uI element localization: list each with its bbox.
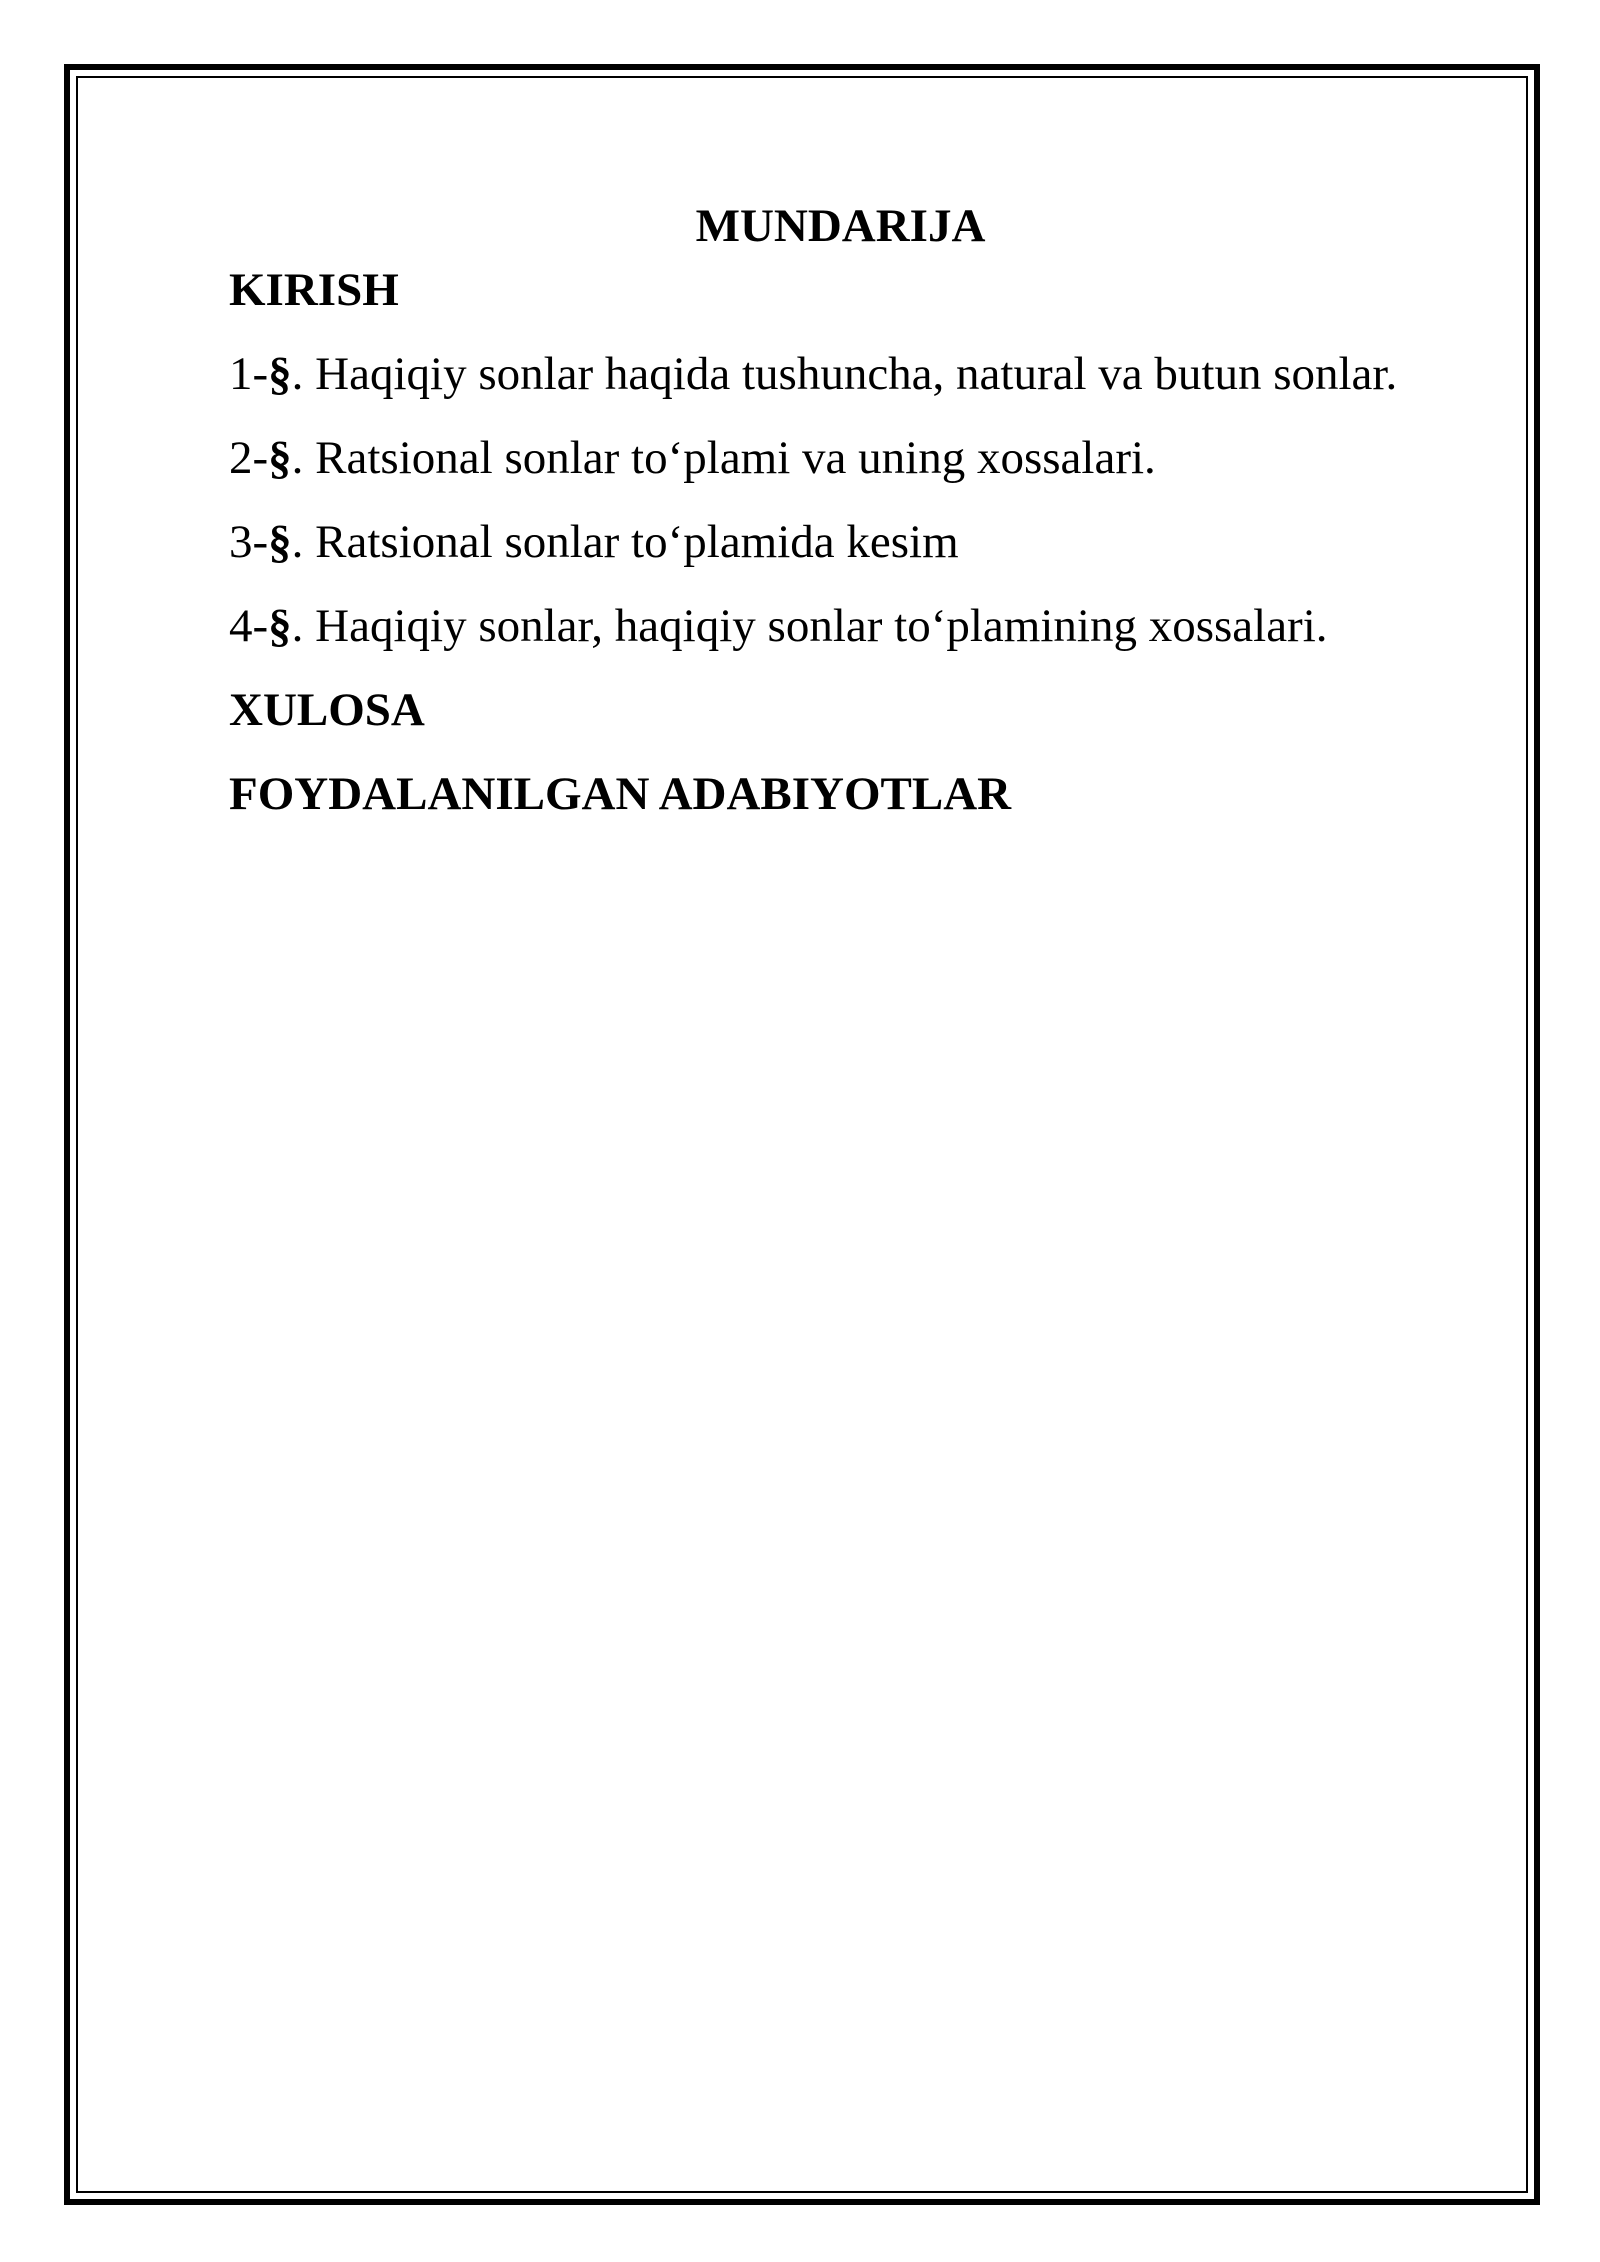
toc-references: FOYDALANILGAN ADABIYOTLAR (229, 768, 1012, 820)
toc-section-1 (229, 344, 1469, 428)
section-number: 1- (229, 348, 269, 400)
toc-section-4 (229, 596, 1469, 680)
section-mark: § (268, 348, 292, 400)
section-mark: § (268, 600, 292, 652)
toc-intro: KIRISH (229, 264, 399, 316)
section-mark: § (268, 516, 292, 568)
section-title: . Haqiqiy sonlar haqida tushuncha, natural va butun sonlar. (291, 348, 1398, 400)
section-title: . Ratsional sonlar to‘plamida kesim (291, 516, 959, 568)
toc-conclusion: XULOSA (229, 684, 425, 736)
toc-section-2 (229, 428, 1469, 512)
section-title: . Ratsional sonlar to‘plami va uning xossalari. (291, 432, 1156, 484)
section-mark: § (268, 432, 292, 484)
section-number: 2- (229, 432, 269, 484)
table-of-contents (229, 196, 1469, 848)
section-number: 3- (229, 516, 269, 568)
toc-section-3 (229, 512, 1469, 596)
section-title: . Haqiqiy sonlar, haqiqiy sonlar to‘plamining xossalari. (291, 600, 1328, 652)
section-number: 4- (229, 600, 269, 652)
toc-title: MUNDARIJA (695, 200, 986, 252)
